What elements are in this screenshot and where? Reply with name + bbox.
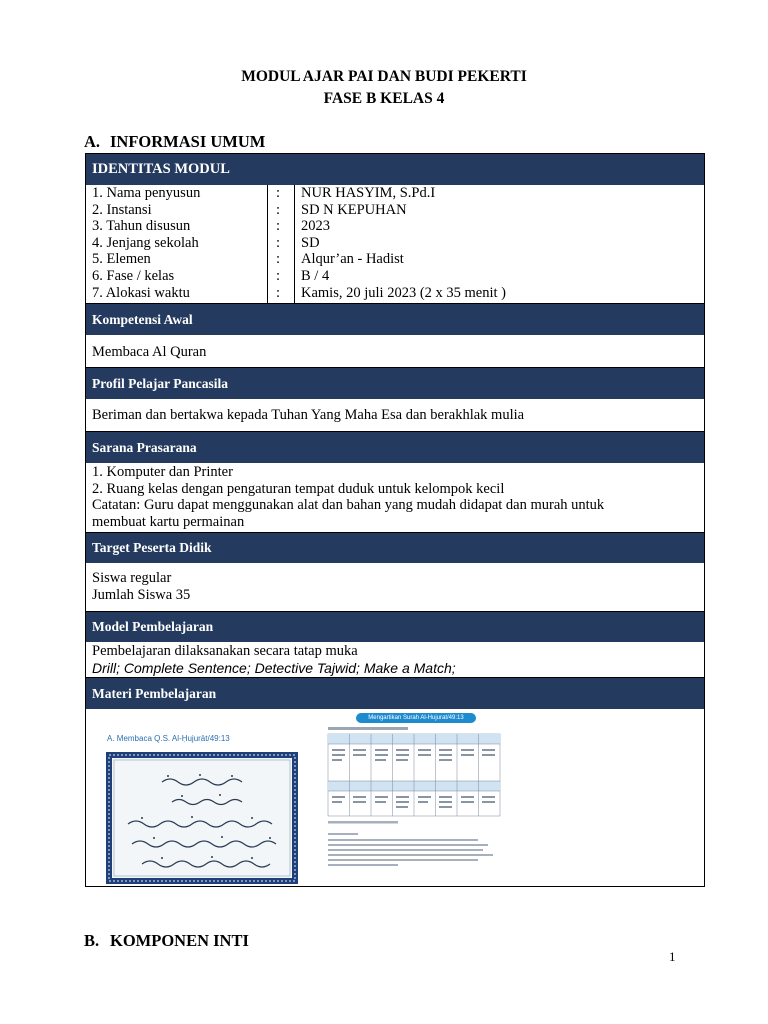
identitas-colon: : xyxy=(276,234,281,251)
model-methods: Drill; Complete Sentence; Detective Tajwid; Make a Match; xyxy=(92,660,456,676)
identitas-row xyxy=(86,202,704,219)
profil-heading: Profil Pelajar Pancasila xyxy=(86,368,704,399)
sarana-note: membuat kartu permainan xyxy=(92,513,245,530)
verse-caption: A. Membaca Q.S. Al-Ḥujurāt/49:13 xyxy=(107,734,230,743)
identitas-colon: : xyxy=(276,251,281,268)
identitas-colon: : xyxy=(276,185,281,201)
identitas-label: 2. Instansi xyxy=(92,201,152,218)
identitas-value: 2023 xyxy=(301,218,330,235)
identitas-row xyxy=(86,268,704,285)
identitas-value: Alqur’an - Hadist xyxy=(301,251,404,268)
sarana-note: Catatan: Guru dapat menggunakan alat dan bahan yang mudah didapat dan murah untuk xyxy=(92,497,605,513)
identitas-colon: : xyxy=(276,284,281,301)
kompetensi-text: Membaca Al Quran xyxy=(92,344,207,360)
identitas-colon: : xyxy=(276,268,281,284)
identitas-value: SD xyxy=(301,234,320,251)
section-b-letter: B. xyxy=(84,931,100,950)
identitas-value: B / 4 xyxy=(301,268,330,284)
identitas-heading: IDENTITAS MODUL xyxy=(86,154,704,185)
target-heading: Target Peserta Didik xyxy=(86,533,704,563)
identitas-label: 4. Jenjang sekolah xyxy=(92,234,199,251)
target-line: Siswa regular xyxy=(92,570,172,586)
sarana-line: 1. Komputer dan Printer xyxy=(92,464,233,480)
identitas-colon: : xyxy=(276,218,281,235)
kompetensi-heading: Kompetensi Awal xyxy=(86,304,704,335)
document-subtitle: FASE B KELAS 4 xyxy=(323,90,445,107)
identitas-row xyxy=(86,235,704,252)
identitas-label: 3. Tahun disusun xyxy=(92,218,191,235)
identitas-label: 1. Nama penyusun xyxy=(92,185,201,201)
identitas-row xyxy=(86,218,704,235)
profil-text: Beriman dan bertakwa kepada Tuhan Yang Maha Esa dan berakhlak mulia xyxy=(92,407,525,423)
identitas-row xyxy=(86,251,704,268)
section-a-letter: A. xyxy=(84,132,101,151)
identitas-colon: : xyxy=(276,201,281,218)
ornamental-frame xyxy=(102,748,302,893)
verse-translation-table-image xyxy=(326,713,512,881)
identitas-row xyxy=(86,285,704,302)
page-number: 1 xyxy=(669,949,676,964)
identitas-label: 5. Elemen xyxy=(92,251,151,268)
identitas-value: NUR HASYIM, S.Pd.I xyxy=(301,185,436,201)
translation-table-graphic xyxy=(326,725,512,881)
identitas-label: 7. Alokasi waktu xyxy=(92,284,190,301)
document-title: MODUL AJAR PAI DAN BUDI PEKERTI xyxy=(241,68,527,85)
identitas-row xyxy=(86,185,704,202)
section-b-heading xyxy=(84,931,249,951)
quran-verse-image xyxy=(102,731,302,891)
identitas-label: 6. Fase / kelas xyxy=(92,268,175,284)
section-a-title: INFORMASI UMUM xyxy=(110,132,266,151)
section-a-heading xyxy=(84,132,265,152)
materi-heading: Materi Pembelajaran xyxy=(86,678,704,709)
section-b-title: KOMPONEN INTI xyxy=(110,931,249,950)
materi-images xyxy=(86,709,704,887)
target-line: Jumlah Siswa 35 xyxy=(92,587,191,603)
identitas-value: Kamis, 20 juli 2023 (2 x 35 menit ) xyxy=(301,284,506,301)
model-text: Pembelajaran dilaksanakan secara tatap muka xyxy=(92,643,358,659)
sarana-line: 2. Ruang kelas dengan pengaturan tempat duduk untuk kelompok kecil xyxy=(92,480,505,497)
translation-banner: Mengartikan Surah Al-Hujurat/49:13 xyxy=(356,713,476,723)
model-heading: Model Pembelajaran xyxy=(86,612,704,642)
identitas-value: SD N KEPUHAN xyxy=(301,201,407,218)
sarana-heading: Sarana Prasarana xyxy=(86,432,704,463)
info-table xyxy=(85,153,705,887)
